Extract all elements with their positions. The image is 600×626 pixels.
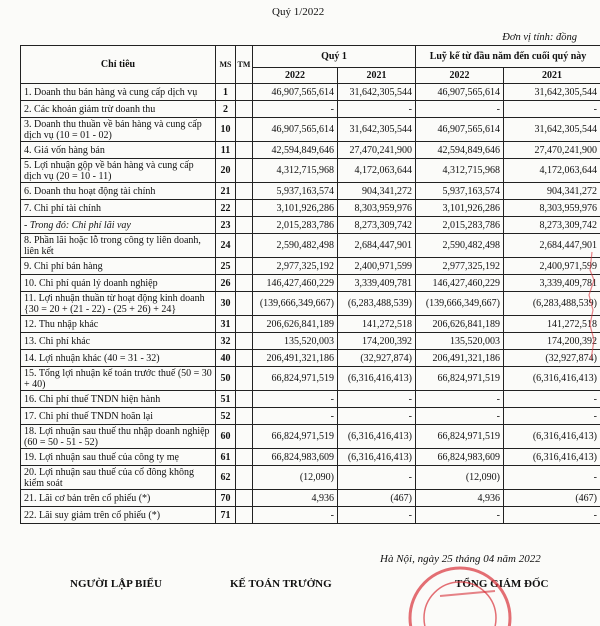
row-tm: [236, 367, 253, 391]
row-ms: 1: [216, 84, 236, 101]
table-row: [21, 466, 600, 490]
table-body: [21, 84, 600, 524]
row-quarter-2022: -: [253, 408, 338, 425]
row-cumulative-2021: 141,272,518: [504, 316, 600, 333]
row-cumulative-2022: 206,491,321,186: [416, 350, 504, 367]
header-cumulative: Luỹ kế từ đầu năm đến cuối quý này: [416, 46, 600, 68]
preparer-signature-label: NGƯỜI LẬP BIỂU: [70, 578, 162, 590]
currency-unit: Đơn vị tính: đồng: [502, 32, 577, 43]
row-cumulative-2022: 2,977,325,192: [416, 258, 504, 275]
row-cumulative-2021: 2,400,971,599: [504, 258, 600, 275]
row-ms: 52: [216, 408, 236, 425]
row-ms: 51: [216, 391, 236, 408]
header-cumulative-2022: 2022: [416, 68, 504, 84]
row-quarter-2021: 4,172,063,644: [338, 159, 416, 183]
row-label: 20. Lợi nhuận sau thuế của cổ đông không kiểm soát: [21, 466, 216, 490]
row-tm: [236, 425, 253, 449]
row-cumulative-2021: (6,316,416,413): [504, 367, 600, 391]
row-ms: 61: [216, 449, 236, 466]
table-row: [21, 292, 600, 316]
row-tm: [236, 333, 253, 350]
table-row: [21, 84, 600, 101]
row-tm: [236, 350, 253, 367]
row-quarter-2021: 27,470,241,900: [338, 142, 416, 159]
row-label: 22. Lãi suy giảm trên cổ phiếu (*): [21, 507, 216, 524]
cropped-title-strip: [230, 0, 490, 4]
row-ms: 31: [216, 316, 236, 333]
row-cumulative-2021: 3,339,409,781: [504, 275, 600, 292]
table-row: [21, 183, 600, 200]
row-ms: 71: [216, 507, 236, 524]
row-cumulative-2021: -: [504, 391, 600, 408]
row-quarter-2022: 2,590,482,498: [253, 234, 338, 258]
row-ms: 22: [216, 200, 236, 217]
row-cumulative-2021: (467): [504, 490, 600, 507]
report-period: Quý 1/2022: [272, 6, 324, 18]
row-label: 21. Lãi cơ bản trên cổ phiếu (*): [21, 490, 216, 507]
row-label: 4. Giá vốn hàng bán: [21, 142, 216, 159]
row-cumulative-2021: -: [504, 101, 600, 118]
row-quarter-2022: 4,936: [253, 490, 338, 507]
row-quarter-2021: 8,273,309,742: [338, 217, 416, 234]
row-cumulative-2022: 66,824,971,519: [416, 425, 504, 449]
table-row: [21, 200, 600, 217]
row-ms: 70: [216, 490, 236, 507]
row-cumulative-2021: 904,341,272: [504, 183, 600, 200]
row-quarter-2021: 904,341,272: [338, 183, 416, 200]
row-cumulative-2022: -: [416, 408, 504, 425]
row-ms: 11: [216, 142, 236, 159]
row-quarter-2021: 8,303,959,976: [338, 200, 416, 217]
row-label: 12. Thu nhập khác: [21, 316, 216, 333]
table-row: [21, 275, 600, 292]
row-quarter-2022: 206,491,321,186: [253, 350, 338, 367]
table-row: [21, 333, 600, 350]
row-quarter-2021: 141,272,518: [338, 316, 416, 333]
row-quarter-2022: 3,101,926,286: [253, 200, 338, 217]
table-row: [21, 101, 600, 118]
row-cumulative-2021: 31,642,305,544: [504, 84, 600, 101]
row-label: 19. Lợi nhuận sau thuế của công ty mẹ: [21, 449, 216, 466]
row-quarter-2021: 3,339,409,781: [338, 275, 416, 292]
row-cumulative-2022: (12,090): [416, 466, 504, 490]
row-quarter-2022: 42,594,849,646: [253, 142, 338, 159]
row-cumulative-2022: 4,312,715,968: [416, 159, 504, 183]
company-seal: [400, 556, 520, 626]
row-cumulative-2022: 66,824,971,519: [416, 367, 504, 391]
header-ms: MS: [216, 46, 236, 84]
row-cumulative-2021: (32,927,874): [504, 350, 600, 367]
row-tm: [236, 408, 253, 425]
table-row: [21, 234, 600, 258]
row-tm: [236, 118, 253, 142]
row-label: 16. Chi phí thuế TNDN hiện hành: [21, 391, 216, 408]
row-label: 7. Chi phí tài chính: [21, 200, 216, 217]
row-tm: [236, 292, 253, 316]
signing-date: Hà Nội, ngày 25 tháng 04 năm 2022: [380, 553, 541, 565]
row-cumulative-2021: 2,684,447,901: [504, 234, 600, 258]
row-cumulative-2021: 8,273,309,742: [504, 217, 600, 234]
row-ms: 32: [216, 333, 236, 350]
row-quarter-2022: 146,427,460,229: [253, 275, 338, 292]
row-quarter-2022: 206,626,841,189: [253, 316, 338, 333]
row-cumulative-2022: 66,824,983,609: [416, 449, 504, 466]
row-ms: 25: [216, 258, 236, 275]
row-quarter-2021: -: [338, 507, 416, 524]
table-row: [21, 507, 600, 524]
income-statement-table: [20, 45, 600, 524]
table-row: [21, 490, 600, 507]
table-row: [21, 350, 600, 367]
header-indicator: Chỉ tiêu: [21, 46, 216, 84]
row-quarter-2021: (6,283,488,539): [338, 292, 416, 316]
row-quarter-2022: -: [253, 507, 338, 524]
row-quarter-2022: 46,907,565,614: [253, 118, 338, 142]
row-cumulative-2021: -: [504, 466, 600, 490]
chief-accountant-signature-label: KẾ TOÁN TRƯỞNG: [230, 578, 332, 590]
row-ms: 26: [216, 275, 236, 292]
row-cumulative-2022: -: [416, 507, 504, 524]
row-quarter-2021: (467): [338, 490, 416, 507]
row-tm: [236, 217, 253, 234]
row-cumulative-2022: (139,666,349,667): [416, 292, 504, 316]
row-tm: [236, 142, 253, 159]
row-ms: 20: [216, 159, 236, 183]
table-row: [21, 159, 600, 183]
row-cumulative-2021: 174,200,392: [504, 333, 600, 350]
row-cumulative-2022: 4,936: [416, 490, 504, 507]
row-quarter-2022: 4,312,715,968: [253, 159, 338, 183]
row-cumulative-2021: 8,303,959,976: [504, 200, 600, 217]
row-cumulative-2021: (6,316,416,413): [504, 449, 600, 466]
row-quarter-2021: -: [338, 391, 416, 408]
row-label: 5. Lợi nhuận gộp về bán hàng và cung cấp dịch vụ (20 = 10 - 11): [21, 159, 216, 183]
row-cumulative-2022: 42,594,849,646: [416, 142, 504, 159]
table-row: [21, 316, 600, 333]
row-tm: [236, 101, 253, 118]
row-quarter-2022: -: [253, 391, 338, 408]
row-cumulative-2022: 5,937,163,574: [416, 183, 504, 200]
table-row: [21, 118, 600, 142]
row-label: 14. Lợi nhuận khác (40 = 31 - 32): [21, 350, 216, 367]
row-cumulative-2022: 46,907,565,614: [416, 84, 504, 101]
row-tm: [236, 316, 253, 333]
row-cumulative-2021: (6,316,416,413): [504, 425, 600, 449]
table-row: [21, 391, 600, 408]
row-ms: 24: [216, 234, 236, 258]
row-quarter-2021: -: [338, 408, 416, 425]
row-ms: 30: [216, 292, 236, 316]
header-quarter: Quý 1: [253, 46, 416, 68]
row-label: 13. Chi phí khác: [21, 333, 216, 350]
row-quarter-2022: (12,090): [253, 466, 338, 490]
row-tm: [236, 183, 253, 200]
row-cumulative-2022: 2,590,482,498: [416, 234, 504, 258]
margin-handwriting: [586, 250, 598, 370]
row-cumulative-2022: 2,015,283,786: [416, 217, 504, 234]
row-ms: 50: [216, 367, 236, 391]
row-ms: 40: [216, 350, 236, 367]
row-quarter-2022: 66,824,983,609: [253, 449, 338, 466]
table-row: [21, 217, 600, 234]
row-cumulative-2022: 3,101,926,286: [416, 200, 504, 217]
row-quarter-2022: 5,937,163,574: [253, 183, 338, 200]
row-tm: [236, 159, 253, 183]
row-label: 8. Phần lãi hoặc lỗ trong công ty liên doanh, liên kết: [21, 234, 216, 258]
general-director-signature-label: TỔNG GIÁM ĐỐC: [455, 578, 549, 590]
row-quarter-2022: 66,824,971,519: [253, 425, 338, 449]
row-quarter-2022: 2,015,283,786: [253, 217, 338, 234]
row-ms: 10: [216, 118, 236, 142]
row-label: - Trong đó: Chi phí lãi vay: [21, 217, 216, 234]
row-quarter-2022: 66,824,971,519: [253, 367, 338, 391]
header-cumulative-2021: 2021: [504, 68, 600, 84]
row-tm: [236, 391, 253, 408]
row-cumulative-2022: 146,427,460,229: [416, 275, 504, 292]
header-quarter-2022: 2022: [253, 68, 338, 84]
row-label: 6. Doanh thu hoạt động tài chính: [21, 183, 216, 200]
row-ms: 23: [216, 217, 236, 234]
row-tm: [236, 507, 253, 524]
row-tm: [236, 490, 253, 507]
header-tm: TM: [236, 46, 253, 84]
header-quarter-2021: 2021: [338, 68, 416, 84]
row-quarter-2022: 46,907,565,614: [253, 84, 338, 101]
table-row: [21, 367, 600, 391]
row-cumulative-2022: -: [416, 391, 504, 408]
row-quarter-2021: (6,316,416,413): [338, 449, 416, 466]
row-quarter-2021: (6,316,416,413): [338, 367, 416, 391]
table-row: [21, 142, 600, 159]
row-cumulative-2021: -: [504, 408, 600, 425]
row-label: 2. Các khoản giảm trừ doanh thu: [21, 101, 216, 118]
row-quarter-2021: -: [338, 466, 416, 490]
row-ms: 62: [216, 466, 236, 490]
row-quarter-2021: 31,642,305,544: [338, 118, 416, 142]
row-quarter-2021: 2,684,447,901: [338, 234, 416, 258]
row-label: 9. Chi phí bán hàng: [21, 258, 216, 275]
row-cumulative-2021: -: [504, 507, 600, 524]
row-cumulative-2022: -: [416, 101, 504, 118]
row-cumulative-2022: 135,520,003: [416, 333, 504, 350]
row-quarter-2022: 135,520,003: [253, 333, 338, 350]
row-ms: 21: [216, 183, 236, 200]
row-tm: [236, 466, 253, 490]
row-cumulative-2021: (6,283,488,539): [504, 292, 600, 316]
row-label: 1. Doanh thu bán hàng và cung cấp dịch vụ: [21, 84, 216, 101]
row-quarter-2021: (32,927,874): [338, 350, 416, 367]
row-label: 11. Lợi nhuận thuần từ hoạt động kinh doanh {30 = 20 + (21 - 22) - (25 + 26) + 24}: [21, 292, 216, 316]
row-quarter-2021: 174,200,392: [338, 333, 416, 350]
row-cumulative-2022: 206,626,841,189: [416, 316, 504, 333]
row-quarter-2022: -: [253, 101, 338, 118]
row-label: 3. Doanh thu thuần về bán hàng và cung cấp dịch vụ (10 = 01 - 02): [21, 118, 216, 142]
row-tm: [236, 275, 253, 292]
row-quarter-2022: 2,977,325,192: [253, 258, 338, 275]
table-row: [21, 425, 600, 449]
row-cumulative-2021: 27,470,241,900: [504, 142, 600, 159]
row-quarter-2022: (139,666,349,667): [253, 292, 338, 316]
table-row: [21, 258, 600, 275]
row-tm: [236, 258, 253, 275]
row-label: 10. Chi phí quản lý doanh nghiệp: [21, 275, 216, 292]
row-cumulative-2021: 4,172,063,644: [504, 159, 600, 183]
table-row: [21, 449, 600, 466]
row-quarter-2021: (6,316,416,413): [338, 425, 416, 449]
row-tm: [236, 234, 253, 258]
row-tm: [236, 449, 253, 466]
row-label: 17. Chi phí thuế TNDN hoãn lại: [21, 408, 216, 425]
row-tm: [236, 84, 253, 101]
row-cumulative-2022: 46,907,565,614: [416, 118, 504, 142]
row-ms: 60: [216, 425, 236, 449]
row-quarter-2021: 2,400,971,599: [338, 258, 416, 275]
row-tm: [236, 200, 253, 217]
row-ms: 2: [216, 101, 236, 118]
row-cumulative-2021: 31,642,305,544: [504, 118, 600, 142]
row-quarter-2021: 31,642,305,544: [338, 84, 416, 101]
row-label: 18. Lợi nhuận sau thuế thu nhập doanh nghiệp (60 = 50 - 51 - 52): [21, 425, 216, 449]
table-header-row: [21, 46, 600, 68]
table-row: [21, 408, 600, 425]
row-quarter-2021: -: [338, 101, 416, 118]
row-label: 15. Tổng lợi nhuận kế toán trước thuế (50 = 30 + 40): [21, 367, 216, 391]
